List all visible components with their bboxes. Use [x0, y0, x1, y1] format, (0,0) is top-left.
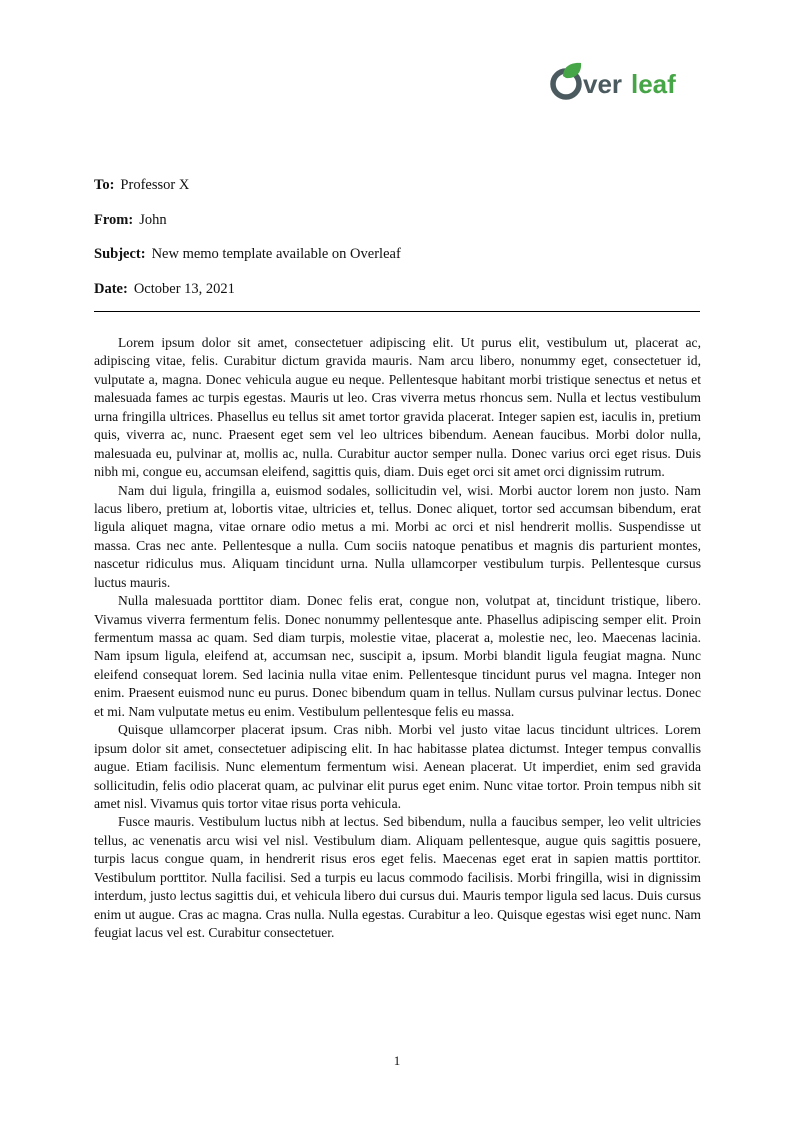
svg-text:leaf: leaf	[631, 69, 676, 99]
body-paragraph: Fusce mauris. Vestibulum luctus nibh at lectus. Sed bibendum, nulla a faucibus semper, leo velit ultricies tellus, ac venenatis arcu wisi vel nisl. Vestibulum diam. Aliquam pellentesque, augue quis sagittis posuere, turpis lacus congue quam, in hendrerit risus eros eget felis. Maecenas eget erat in sapien mattis porttitor. Vestibulum porttitor. Nulla facilisi. Sed a turpis eu lacus commodo facilisis. Morbi fringilla, wisi in dignissim interdum, justo lectus sagittis dui, et vehicula libero dui cursus dui. Mauris tempor ligula sed lacus. Duis cursus enim ut augue. Cras ac magna. Cras nulla. Nulla egestas. Curabitur a leo. Quisque egestas wisi eget nunc. Nam feugiat lacus vel est. Curabitur consectetuer.	[94, 814, 701, 940]
memo-value-subject: New memo template available on Overleaf	[151, 246, 401, 262]
overleaf-logo	[546, 58, 706, 104]
body-paragraph: Nulla malesuada porttitor diam. Donec felis erat, congue non, volutpat at, tincidunt tristique, libero. Vivamus viverra fermentum felis. Donec nonummy pellentesque ante. Phasellus adipiscing semper elit. Proin fermentum massa ac quam. Sed diam turpis, molestie vitae, placerat a, molestie nec, leo. Maecenas lacinia. Nam ipsum ligula, eleifend at, accumsan nec, suscipit a, ipsum. Morbi blandit ligula feugiat magna. Nunc eleifend consequat lorem. Sed lacinia nulla vitae enim. Pellentesque tincidunt purus vel magna. Integer non enim. Praesent euismod nunc eu purus. Donec bibendum quam in tellus. Nullam cursus pulvinar lectus. Donec et mi. Nam vulputate metus eu enim. Vestibulum pellentesque felis eu massa.	[94, 593, 701, 719]
memo-label-date: Date:	[94, 280, 128, 297]
body-paragraph: Nam dui ligula, fringilla a, euismod sodales, sollicitudin vel, wisi. Morbi auctor lorem non justo. Nam lacus libero, pretium at, lobortis vitae, ultricies et, tellus. Donec aliquet, tortor sed accumsan bibendum, erat ligula aliquet magna, vitae ornare odio metus a mi. Morbi ac orci et nisl hendrerit mollis. Suspendisse ut massa. Cras nec ante. Pellentesque a nulla. Cum sociis natoque penatibus et magnis dis parturient montes, nascetur ridiculus mus. Aliquam tincidunt urna. Nulla ullamcorper vestibulum turpis. Pellentesque cursus luctus mauris.	[94, 482, 701, 590]
memo-field-from	[94, 213, 700, 228]
memo-value-to: Professor X	[120, 177, 190, 193]
memo-label-to: To:	[94, 177, 115, 193]
memo-field-subject	[94, 247, 700, 262]
memo-value-from: John	[139, 211, 167, 228]
memo-field-date	[94, 282, 700, 297]
horizontal-rule	[94, 311, 700, 312]
memo-label-from: From:	[94, 211, 134, 228]
memo-field-to	[94, 178, 700, 193]
memo-label-subject: Subject:	[94, 246, 146, 262]
document-body	[94, 334, 701, 942]
svg-text:ver: ver	[583, 69, 623, 99]
memo-value-date: October 13, 2021	[133, 280, 235, 297]
body-paragraph: Quisque ullamcorper placerat ipsum. Cras nibh. Morbi vel justo vitae lacus tincidunt ultrices. Lorem ipsum dolor sit amet, consectetuer adipiscing elit. In hac habitasse platea dictumst. Integer tempus convallis augue. Etiam facilisis. Nunc elementum fermentum wisi. Aenean placerat. Ut imperdiet, enim sed gravida sollicitudin, felis odio placerat quam, ac pulvinar elit purus eget enim. Nunc vitae tortor. Proin tempus nibh sit amet nisl. Vivamus quis tortor vitae risus porta vehicula.	[94, 722, 701, 811]
body-paragraph: Lorem ipsum dolor sit amet, consectetuer adipiscing elit. Ut purus elit, vestibulum ut, placerat ac, adipiscing vitae, felis. Curabitur dictum gravida mauris. Nam arcu libero, nonummy eget, consectetuer id, vulputate a, magna. Donec vehicula augue eu neque. Pellentesque habitant morbi tristique senectus et netus et malesuada fames ac turpis egestas. Mauris ut leo. Cras viverra metus rhoncus sem. Nulla et lectus vestibulum urna fringilla ultrices. Phasellus eu tellus sit amet tortor gravida placerat. Integer sapien est, iaculis in, pretium quis, viverra ac, nunc. Praesent eget sem vel leo ultrices bibendum. Aenean faucibus. Morbi dolor nulla, malesuada eu, pulvinar at, mollis ac, nulla. Curabitur auctor semper nulla. Donec varius orci eget risus. Duis nibh mi, congue eu, accumsan eleifend, sagittis quis, diam. Duis eget orci sit amet orci dignissim rutrum.	[94, 335, 701, 480]
page-number: 1	[393, 1053, 401, 1068]
memo-header	[94, 178, 700, 316]
